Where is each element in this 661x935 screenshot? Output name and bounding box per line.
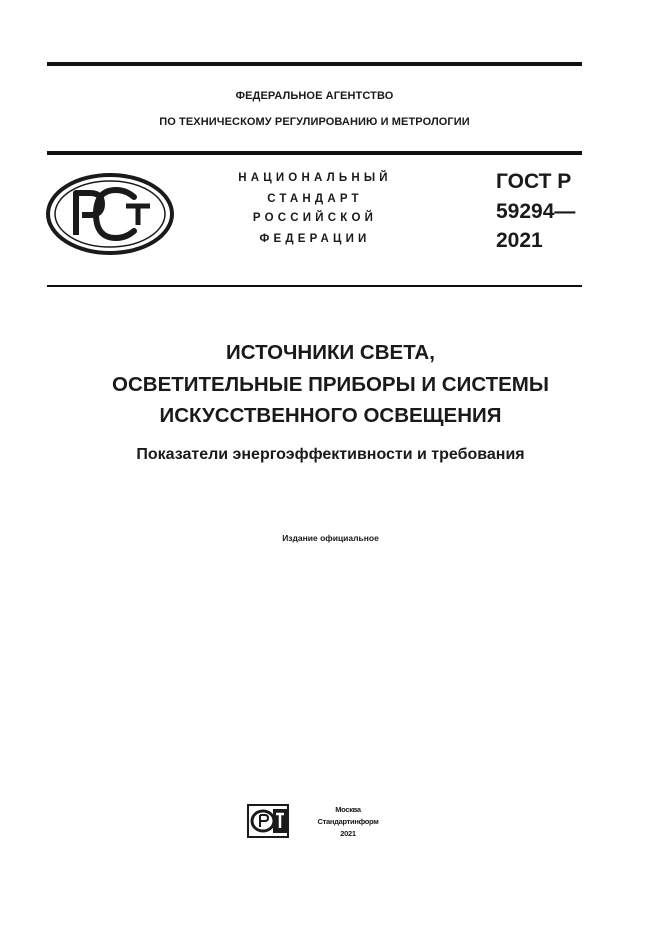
publisher-year: 2021 <box>340 829 356 838</box>
publisher-name: Стандартинформ <box>317 817 379 826</box>
middle-rule <box>47 151 582 155</box>
document-title-line1: ИСТОЧНИКИ СВЕТА, <box>226 341 435 364</box>
publisher-city: Москва <box>335 805 361 814</box>
standard-type-line4: ФЕДЕРАЦИИ <box>259 233 371 245</box>
standard-designation-line1: ГОСТ Р <box>496 170 572 193</box>
agency-name-line1: ФЕДЕРАЛЬНОЕ АГЕНТСТВО <box>235 90 394 102</box>
standartinform-logo-icon <box>247 804 289 838</box>
standard-type-line2: СТАНДАРТ <box>267 193 363 205</box>
standard-type-line3: РОССИЙСКОЙ <box>252 212 378 224</box>
agency-name-line2: ПО ТЕХНИЧЕСКОМУ РЕГУЛИРОВАНИЮ И МЕТРОЛОГИИ <box>159 116 470 128</box>
gost-r-emblem-icon <box>46 173 174 255</box>
standard-designation-line2: 59294— <box>496 200 576 223</box>
lower-rule <box>47 285 582 287</box>
standard-designation-line3: 2021 <box>496 229 543 252</box>
document-title-line2: ОСВЕТИТЕЛЬНЫЕ ПРИБОРЫ И СИСТЕМЫ <box>112 373 549 396</box>
edition-note: Издание официальное <box>282 533 379 543</box>
top-rule <box>47 62 582 66</box>
standard-type-line1: НАЦИОНАЛЬНЫЙ <box>238 172 392 184</box>
document-title-line3: ИСКУССТВЕННОГО ОСВЕЩЕНИЯ <box>159 404 502 427</box>
document-subtitle: Показатели энергоэффективности и требования <box>136 446 525 463</box>
